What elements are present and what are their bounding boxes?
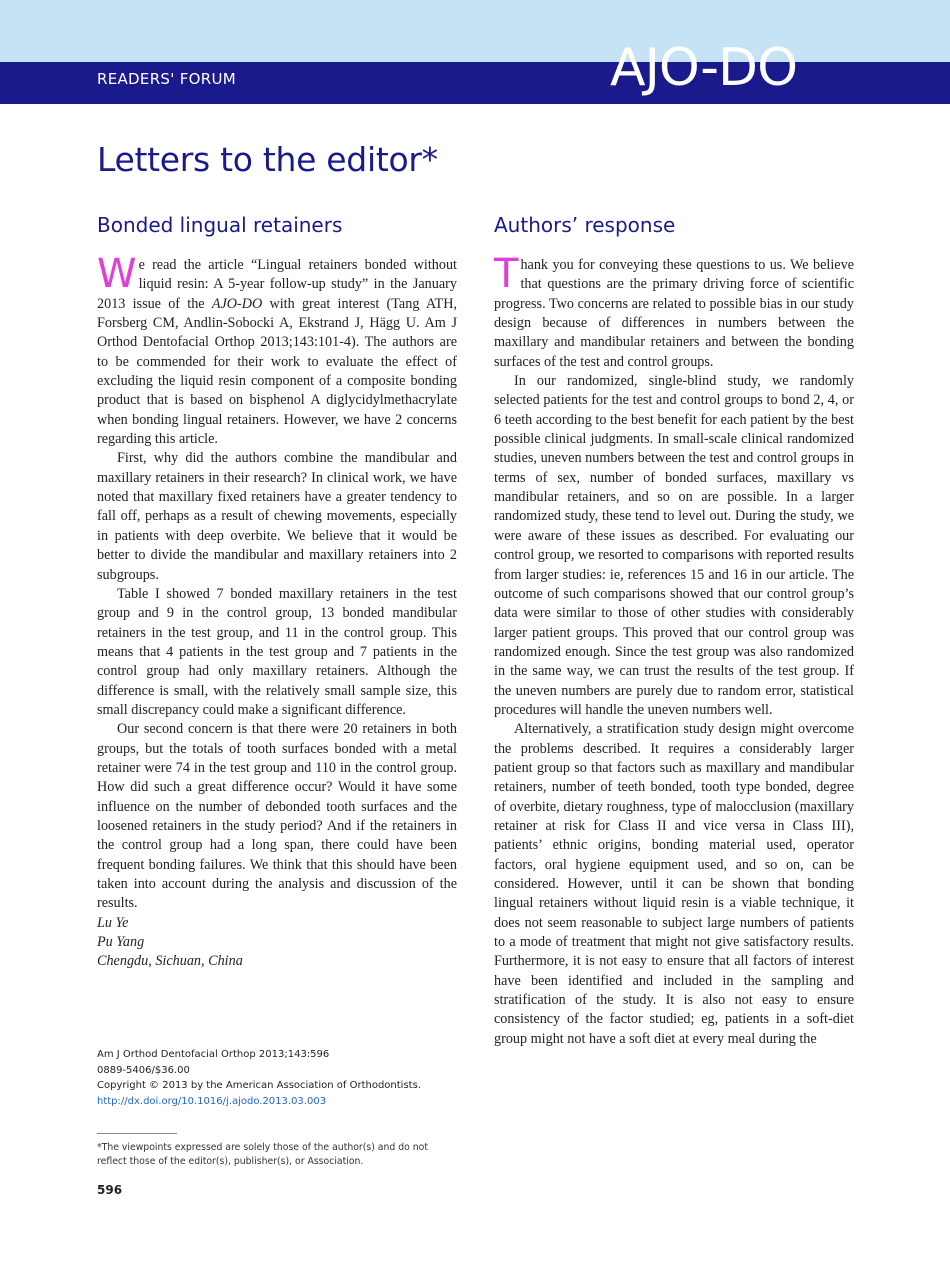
response-p1-text: hank you for conveying these questions to us. We believe that questions are the primary driving force of scientific progress. Two concerns are related to possible bias in our study design because of differences in numbers between the maxillary and mandibular retainers and between the bonding surfaces of the test and control groups. xyxy=(494,257,854,370)
copyright: Copyright © 2013 by the American Association of Orthodontists. xyxy=(97,1080,421,1091)
journal-abbrev: AJO-DO xyxy=(211,295,263,312)
citation: Am J Orthod Dentofacial Orthop 2013;143:596 xyxy=(97,1049,330,1060)
author-location: Chengdu, Sichuan, China xyxy=(97,953,243,970)
right-section-heading: Authors’ response xyxy=(494,213,676,237)
letter-paragraph-4: Our second concern is that there were 20 retainers in both groups, but the totals of tooth surfaces bonded with a metal retainer were 74 in the test group and 110 in the control group. How did such a great difference occur? Would it have some influence on the number of debonded tooth surfaces and the loosened retainers in the study period? And if the retainers in the control group had a long span, there could have been frequent bonding failures. We think that this should have been taken into account during the analysis and discussion of the results. xyxy=(97,721,457,912)
letter-paragraph-1 xyxy=(97,251,457,449)
article-meta xyxy=(97,1047,457,1109)
drop-cap: W xyxy=(97,251,137,297)
left-section-heading: Bonded lingual retainers xyxy=(97,213,343,237)
section-label: READERS' FORUM xyxy=(97,70,237,88)
footnote: *The viewpoints expressed are solely those of the author(s) and do not reflect those of the editor(s), publisher(s), or Association. xyxy=(97,1142,429,1167)
letter-paragraph-2: First, why did the authors combine the mandibular and maxillary retainers in their research? In clinical work, we have noted that maxillary fixed retainers have a greater tendency to fall off, perhaps as a result of chewing movements, especially in patients with deep overbite. We believe that it would be better to divide the mandibular and maxillary retainers into 2 subgroups. xyxy=(97,450,457,583)
response-paragraph-3: Alternatively, a stratification study design might overcome the problems described. It requires a considerably larger patient group so that factors such as maxillary and mandibular retainers, number of teeth bonded, tooth type bonded, degree of overbite, dietary roughness, type of malocclusion (maxillary retainer at risk for Class II and vice versa in Class III), patients’ ethnic origins, bonding material used, operator factors, oral hygiene equipment used, and so on, can be considered. However, until it can be shown that bonding lingual retainers without liquid resin is a viable technique, it does not seem reasonable to subject large numbers of patients to a mode of treatment that might not give satisfactory results. Furthermore, it is not easy to ensure that all factors of interest have been identified and included in the sampling and stratification of the study. It is also not easy to ensure consistency of the factor studied; eg, patients in a soft-diet group might not have a soft diet at every meal during the xyxy=(494,721,854,1047)
footnote-divider xyxy=(97,1133,177,1134)
header-top-band xyxy=(0,0,950,62)
drop-cap: T xyxy=(494,251,519,297)
letter-column xyxy=(97,251,457,972)
letter-p1-text: e read the article “Lingual retainers bonded without liquid resin: A 5-year follow-up study” in the January 2013 issue of the xyxy=(97,257,457,312)
page-number: 596 xyxy=(97,1183,123,1197)
author-name: Lu Ye xyxy=(97,914,129,931)
page-title: Letters to the editor* xyxy=(97,140,438,179)
doi-link[interactable]: http://dx.doi.org/10.1016/j.ajodo.2013.03.003 xyxy=(97,1095,327,1107)
letter-p1-end: with great interest (Tang ATH, Forsberg CM, Andlin-Sobocki A, Ekstrand J, Hägg U. Am J Orthod Dentofacial Orthop 2013;143:101-4). The authors are to be commended for their work to evaluate the effect of excluding the liquid resin component of a composite bonding product that is based on bisphenol A diglycidylmethacrylate when bonding lingual retainers. However, we have 2 concerns regarding this article. xyxy=(97,295,457,448)
response-paragraph-1 xyxy=(494,251,854,372)
issn-price: 0889-5406/$36.00 xyxy=(97,1064,190,1076)
response-paragraph-2: In our randomized, single-blind study, we randomly selected patients for the test and control groups to bond 2, 4, or 6 teeth according to the best benefit for each patient by the best possible clinical judgments. In small-scale clinical randomized studies, uneven numbers between the test and control groups in terms of sex, number of bonded surfaces, maxillary vs mandibular retainers, and so on are possible. In a larger randomized study, these tend to level out. During the study, we were aware of these issues as described. For evaluating our control group, we resorted to comparisons with reported results from larger studies: ie, references 15 and 16 in our article. The outcome of such comparisons showed that our control group’s data were similar to those of other studies with considerably larger patient groups. This proved that our control group was randomized enough. Since the test group was also randomized in the same way, we can trust the results of the test group. If the uneven numbers are purely due to random error, statistical procedures will handle the uneven numbers well. xyxy=(494,373,854,718)
journal-logo: AJO-DO xyxy=(610,38,798,98)
letter-paragraph-3: Table I showed 7 bonded maxillary retainers in the test group and 9 in the control group, 13 bonded mandibular retainers in the test group, and 11 in the control group. This means that 4 patients in the test group and 7 patients in the control group had only maxillary retainers. Although the difference is small, with the relatively small sample size, this small discrepancy could make a significant difference. xyxy=(97,585,457,718)
response-column xyxy=(494,251,854,1049)
author-name: Pu Yang xyxy=(97,934,145,951)
